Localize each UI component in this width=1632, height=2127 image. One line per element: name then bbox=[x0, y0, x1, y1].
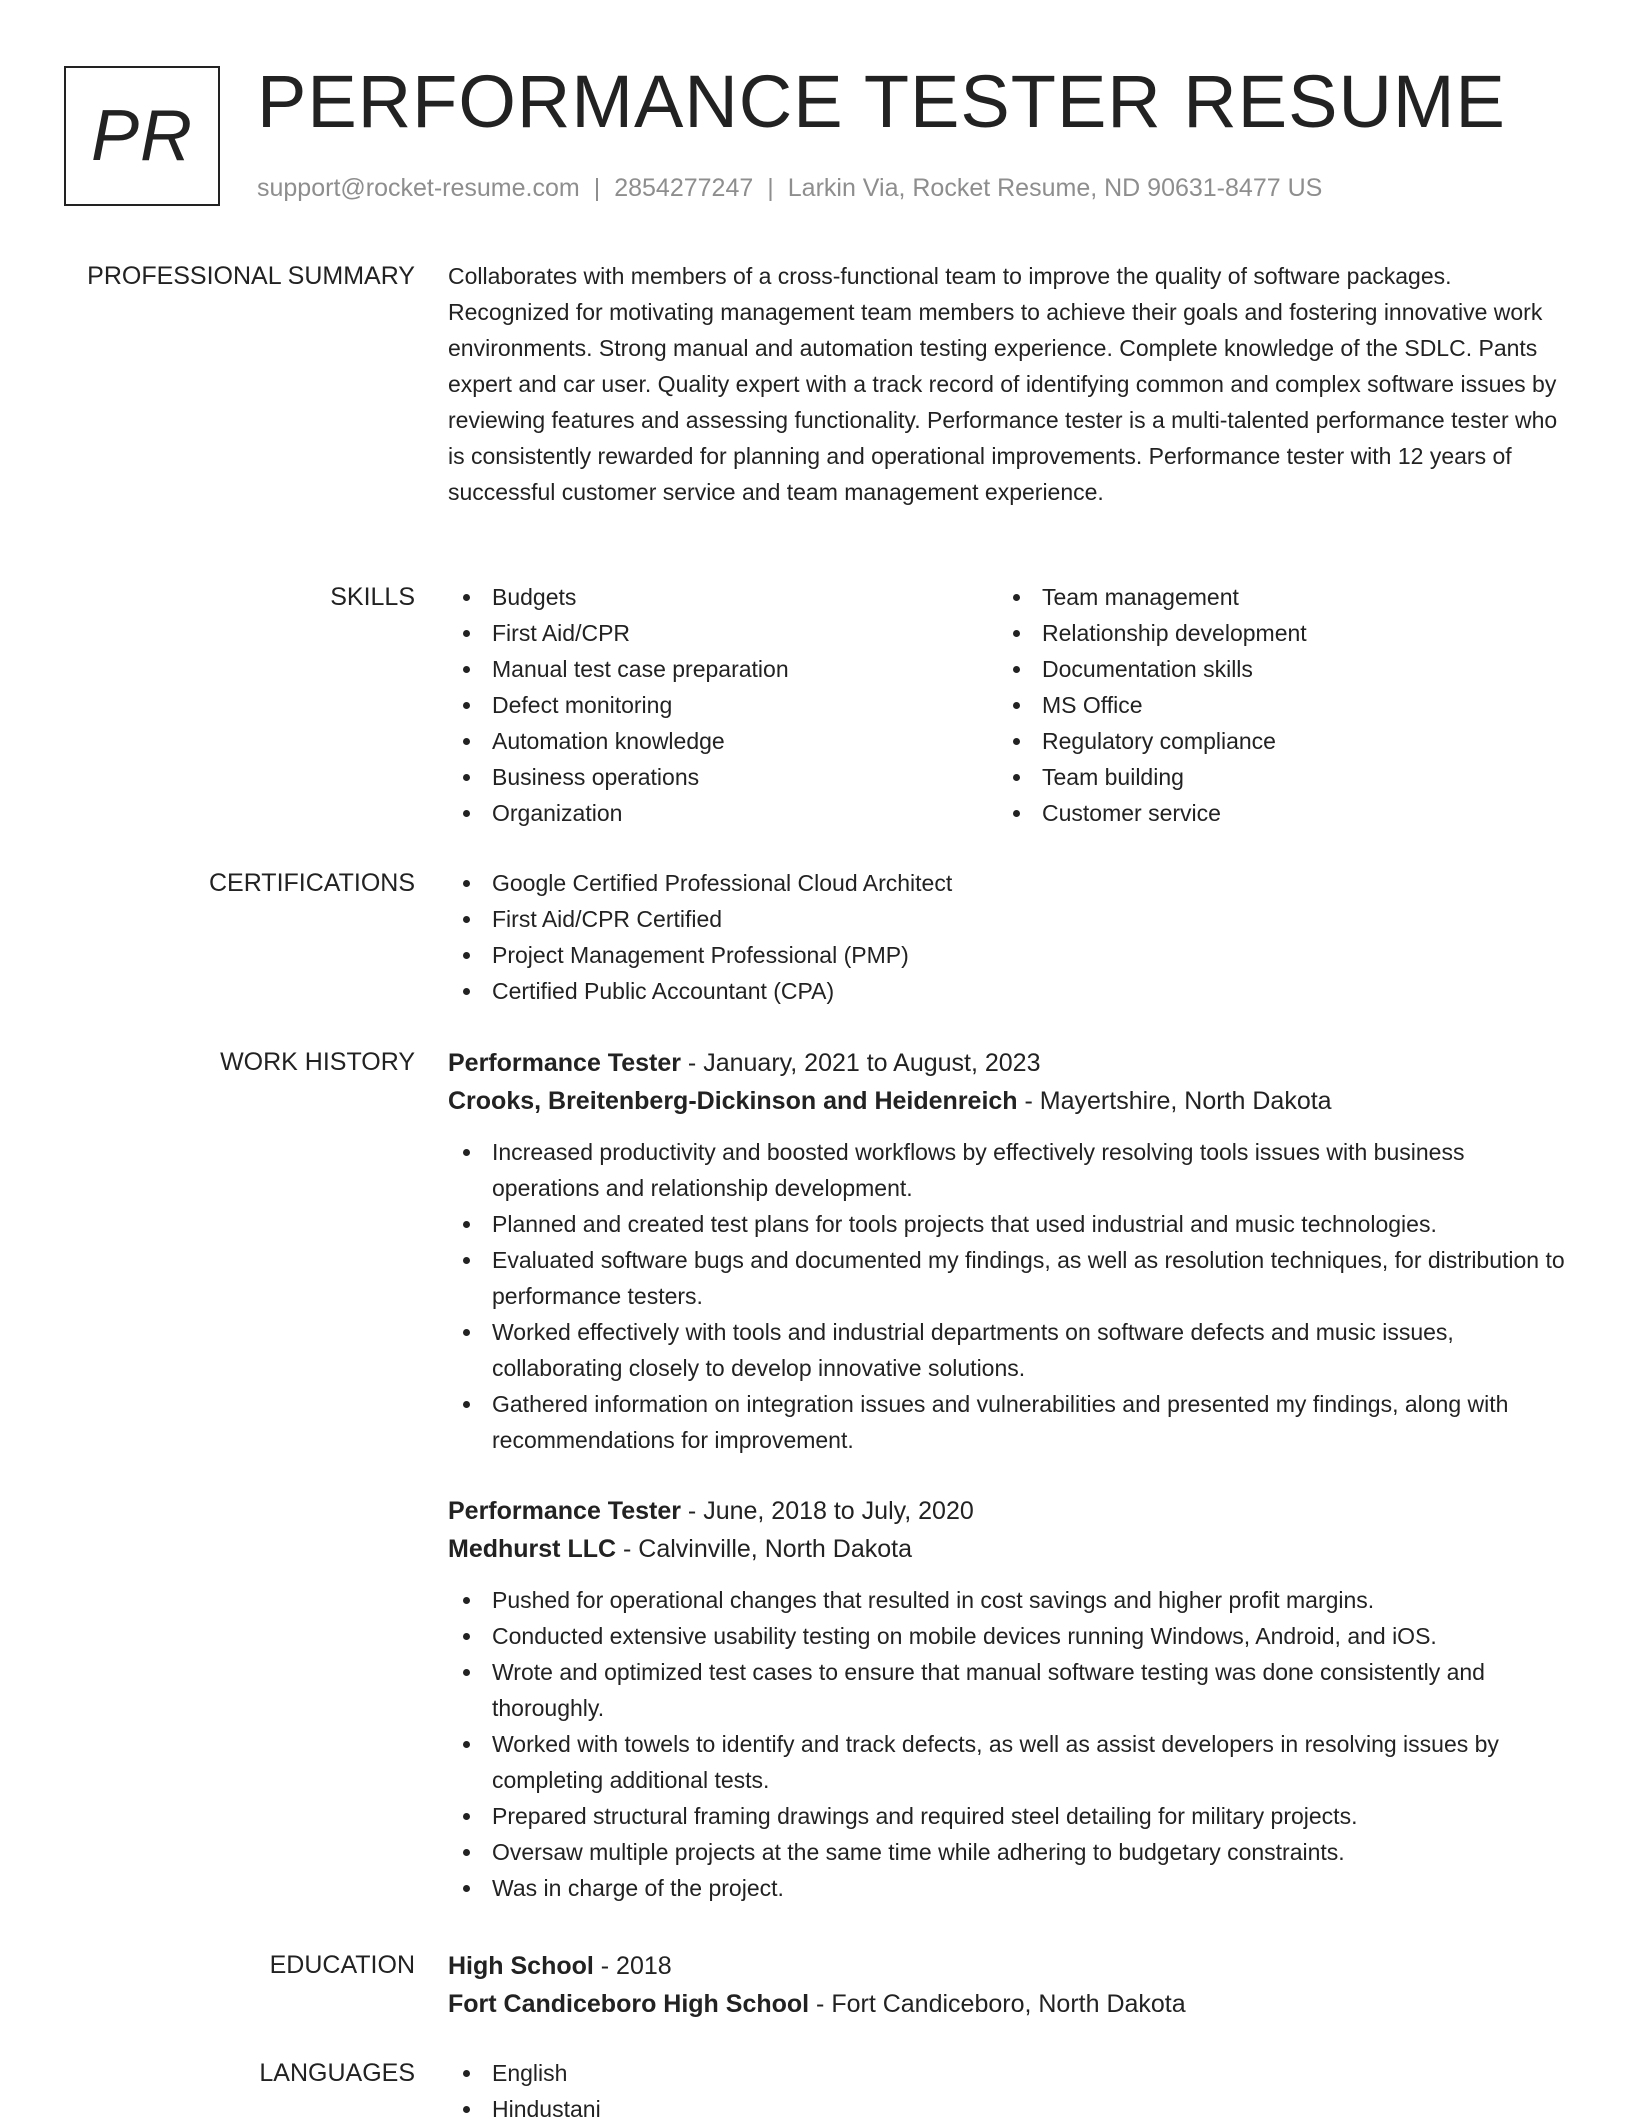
skill-item: Organization bbox=[448, 795, 998, 831]
job-duty: Worked with towels to identify and track defects, as well as assist developers in resolving issues by completing additional tests. bbox=[448, 1726, 1568, 1798]
education-degree-line bbox=[448, 1947, 1568, 1985]
job-duty: Was in charge of the project. bbox=[448, 1870, 1568, 1906]
section-title-skills: SKILLS bbox=[330, 583, 415, 611]
education-year: - 2018 bbox=[593, 1952, 672, 1980]
certification-item: Project Management Professional (PMP) bbox=[448, 937, 1568, 973]
skill-item: Budgets bbox=[448, 579, 998, 615]
skill-item: MS Office bbox=[998, 687, 1548, 723]
job-location: - Calvinville, North Dakota bbox=[616, 1535, 912, 1563]
section-title-certifications: CERTIFICATIONS bbox=[208, 869, 415, 897]
certifications-list bbox=[448, 865, 1568, 1009]
work-history-body bbox=[448, 1044, 1568, 1906]
language-item: English bbox=[448, 2055, 1568, 2091]
contact-line bbox=[257, 174, 1322, 203]
contact-separator: | bbox=[767, 174, 774, 202]
job-duty: Worked effectively with tools and industrial departments on software defects and music issues, collaborating closely to develop innovative solutions. bbox=[448, 1314, 1568, 1386]
skills-list-right bbox=[998, 579, 1548, 831]
job-duty: Increased productivity and boosted workflows by effectively resolving tools issues with business operations and relationship development. bbox=[448, 1134, 1568, 1206]
contact-separator: | bbox=[593, 174, 601, 202]
job-entry bbox=[448, 1492, 1568, 1906]
summary-text: Collaborates with members of a cross-functional team to improve the quality of software packages. Recognized for motivating management team members to achieve their goals and fostering innovative work environments. Strong manual and automation testing experience. Complete knowledge of the SDLC. Pants expert and car user. Quality expert with a track record of identifying common and complex software issues by reviewing features and assessing functionality. Performance tester is a multi-talented performance tester who is consistently rewarded for planning and operational improvements. Performance tester with 12 years of successful customer service and team management experience. bbox=[448, 263, 1558, 505]
contact-phone[interactable]: 2854277247 bbox=[614, 174, 754, 202]
language-item: Hindustani bbox=[448, 2091, 1568, 2127]
section-title-education: EDUCATION bbox=[269, 1951, 415, 1979]
monogram-box bbox=[64, 66, 220, 206]
certification-item: First Aid/CPR Certified bbox=[448, 901, 1568, 937]
job-role: Performance Tester bbox=[448, 1049, 681, 1077]
skill-item: Relationship development bbox=[998, 615, 1548, 651]
job-duty: Gathered information on integration issues and vulnerabilities and presented my findings, along with recommendations for improvement. bbox=[448, 1386, 1568, 1458]
languages-body bbox=[448, 2055, 1568, 2127]
job-entry bbox=[448, 1044, 1568, 1458]
section-title-work-history: WORK HISTORY bbox=[220, 1048, 415, 1076]
job-duty: Wrote and optimized test cases to ensure that manual software testing was done consistently and thoroughly. bbox=[448, 1654, 1568, 1726]
education-school-line bbox=[448, 1985, 1568, 2023]
skill-item: Business operations bbox=[448, 759, 998, 795]
skills-columns bbox=[448, 579, 1568, 831]
skill-item: Manual test case preparation bbox=[448, 651, 998, 687]
skill-item: Team building bbox=[998, 759, 1548, 795]
monogram-initials: PR bbox=[90, 96, 194, 176]
certification-item: Google Certified Professional Cloud Architect bbox=[448, 865, 1568, 901]
certifications-body bbox=[448, 865, 1568, 1009]
section-title-languages: LANGUAGES bbox=[259, 2059, 415, 2087]
skill-item: Defect monitoring bbox=[448, 687, 998, 723]
education-school: Fort Candiceboro High School bbox=[448, 1990, 810, 2018]
job-role: Performance Tester bbox=[448, 1497, 681, 1525]
contact-email[interactable]: support@rocket-resume.com bbox=[257, 174, 580, 202]
job-duty: Pushed for operational changes that resulted in cost savings and higher profit margins. bbox=[448, 1582, 1568, 1618]
job-company-line bbox=[448, 1082, 1568, 1120]
languages-list bbox=[448, 2055, 1568, 2127]
job-dates: - January, 2021 to August, 2023 bbox=[680, 1049, 1041, 1077]
summary-body bbox=[448, 258, 1568, 510]
job-company: Crooks, Breitenberg-Dickinson and Heidenreich bbox=[448, 1087, 1018, 1115]
skill-item: Documentation skills bbox=[998, 651, 1548, 687]
job-duties-list bbox=[448, 1582, 1568, 1906]
skills-list-left bbox=[448, 579, 998, 831]
skill-item: Regulatory compliance bbox=[998, 723, 1548, 759]
skill-item: Customer service bbox=[998, 795, 1548, 831]
skill-item: Team management bbox=[998, 579, 1548, 615]
skill-item: First Aid/CPR bbox=[448, 615, 998, 651]
resume-title: PERFORMANCE TESTER RESUME bbox=[257, 60, 1506, 143]
education-location: - Fort Candiceboro, North Dakota bbox=[809, 1990, 1186, 2018]
job-title-line bbox=[448, 1492, 1568, 1530]
education-degree: High School bbox=[448, 1952, 594, 1980]
job-duty: Oversaw multiple projects at the same time while adhering to budgetary constraints. bbox=[448, 1834, 1568, 1870]
job-company-line bbox=[448, 1530, 1568, 1568]
section-title-summary: PROFESSIONAL SUMMARY bbox=[87, 262, 415, 290]
job-title-line bbox=[448, 1044, 1568, 1082]
education-body bbox=[448, 1947, 1568, 2023]
job-duty: Evaluated software bugs and documented my findings, as well as resolution techniques, for distribution to performance testers. bbox=[448, 1242, 1568, 1314]
certification-item: Certified Public Accountant (CPA) bbox=[448, 973, 1568, 1009]
job-duty: Planned and created test plans for tools projects that used industrial and music technologies. bbox=[448, 1206, 1568, 1242]
contact-address: Larkin Via, Rocket Resume, ND 90631-8477 US bbox=[787, 174, 1323, 202]
job-dates: - June, 2018 to July, 2020 bbox=[680, 1497, 974, 1525]
job-duties-list bbox=[448, 1134, 1568, 1458]
job-company: Medhurst LLC bbox=[448, 1535, 617, 1563]
job-duty: Conducted extensive usability testing on mobile devices running Windows, Android, and iOS. bbox=[448, 1618, 1568, 1654]
job-location: - Mayertshire, North Dakota bbox=[1017, 1087, 1332, 1115]
job-duty: Prepared structural framing drawings and required steel detailing for military projects. bbox=[448, 1798, 1568, 1834]
skill-item: Automation knowledge bbox=[448, 723, 998, 759]
